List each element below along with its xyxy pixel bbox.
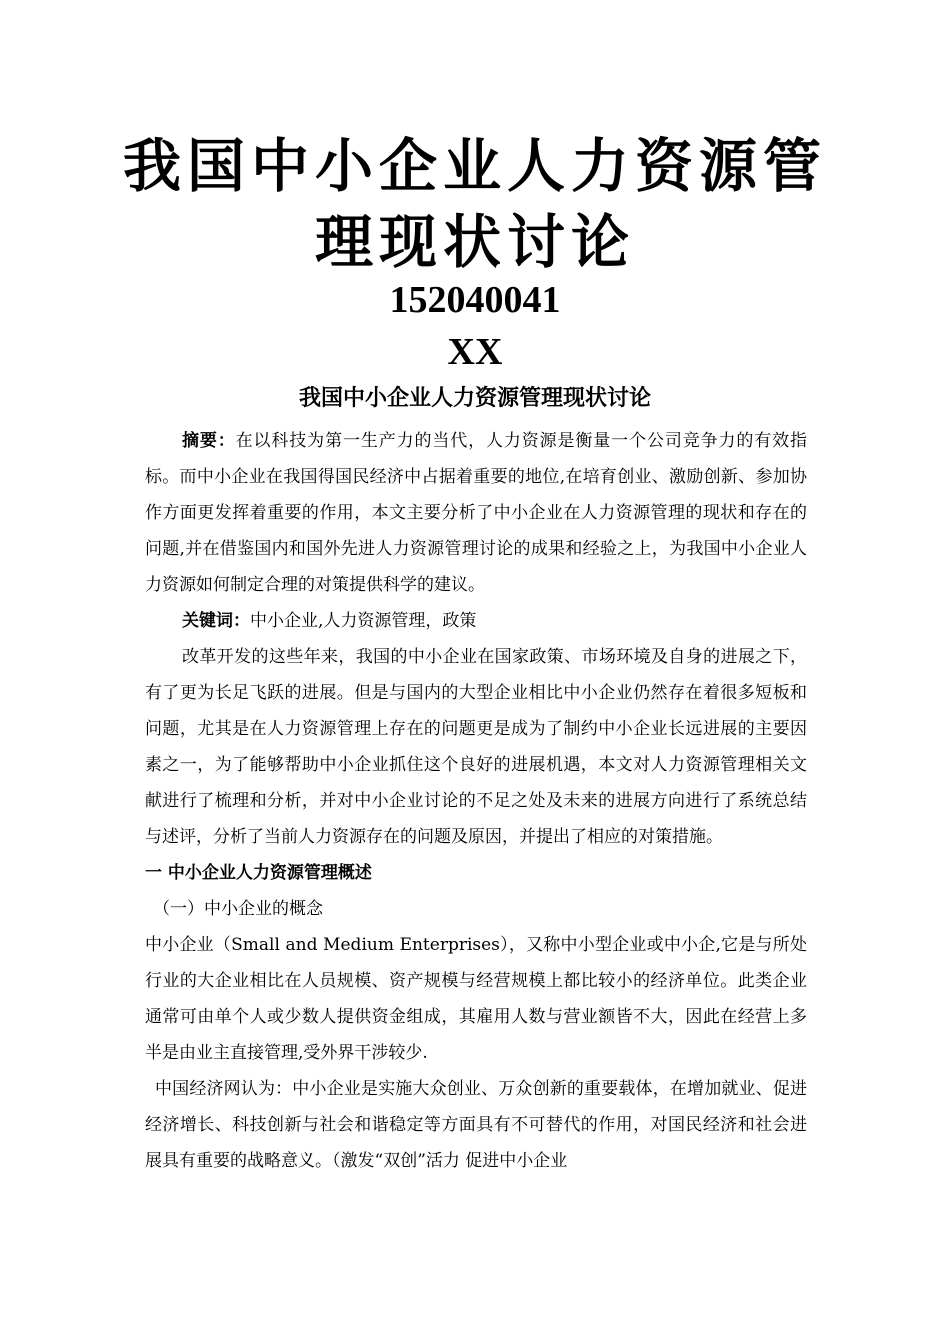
student-id: 152040041 [389, 279, 561, 321]
keywords-text: 中小企业,人力资源管理，政策 [250, 611, 477, 631]
sme-definition-paragraph: 中小企业（Small and Medium Enterprises），又称中小型企业或中小企,它是与所处行业的大企业相比在人员规模、资产规模与经营规模上都比较小的经济单位。此类企业通常可由单个人或少数人提供资金组成，其雇用人数与营业额皆不大，因此在经营上多半是由业主直接管理,受外界干涉较少. [145, 935, 807, 1063]
abstract-paragraph [145, 423, 807, 603]
economy-net-paragraph: 中国经济网认为：中小企业是实施大众创业、万众创新的重要载体，在增加就业、促进经济增长、科技创新与社会和谐稳定等方面具有不可替代的作用，对国民经济和社会进展具有重要的战略意义。（激发“双创”活力 促进中小企业 [145, 1079, 807, 1171]
keywords-label: 关键词： [182, 611, 250, 631]
section-heading: 一 中小企业人力资源管理概述 [145, 863, 372, 883]
intro-paragraph: 改革开发的这些年来，我国的中小企业在国家政策、市场环境及自身的进展之下，有了更为长足飞跃的进展。但是与国内的大型企业相比中小企业仍然存在着很多短板和问题，尤其是在人力资源管理上存在的问题更是成为了制约中小企业长远进展的主要因素之一，为了能够帮助中小企业抓住这个良好的进展机遇，本文对人力资源管理相关文献进行了梳理和分析，并对中小企业讨论的不足之处及未来的进展方向进行了系统总结与述评，分析了当前人力资源存在的问题及原因，并提出了相应的对策措施。 [145, 647, 807, 847]
keywords-paragraph [145, 603, 807, 639]
abstract-text: 在以科技为第一生产力的当代，人力资源是衡量一个公司竞争力的有效指标。而中小企业在我国得国民经济中占据着重要的地位,在培育创业、激励创新、参加协作方面更发挥着重要的作用，本文主要分析了中小企业在人力资源管理的现状和存在的问题,并在借鉴国内和国外先进人力资源管理讨论的成果和经验之上，为我国中小企业人力资源如何制定合理的对策提供科学的建议。 [145, 431, 808, 595]
subsection-heading: （一）中小企业的概念 [153, 899, 323, 919]
document-title-line-2: 理现状讨论 [314, 208, 635, 276]
abstract-label: 摘要： [182, 431, 236, 451]
document-body [145, 423, 807, 1179]
document-subtitle: 我国中小企业人力资源管理现状讨论 [298, 386, 651, 411]
document-title-line-1: 我国中小企业人力资源管 [122, 132, 827, 200]
author-name: XX [447, 331, 503, 373]
